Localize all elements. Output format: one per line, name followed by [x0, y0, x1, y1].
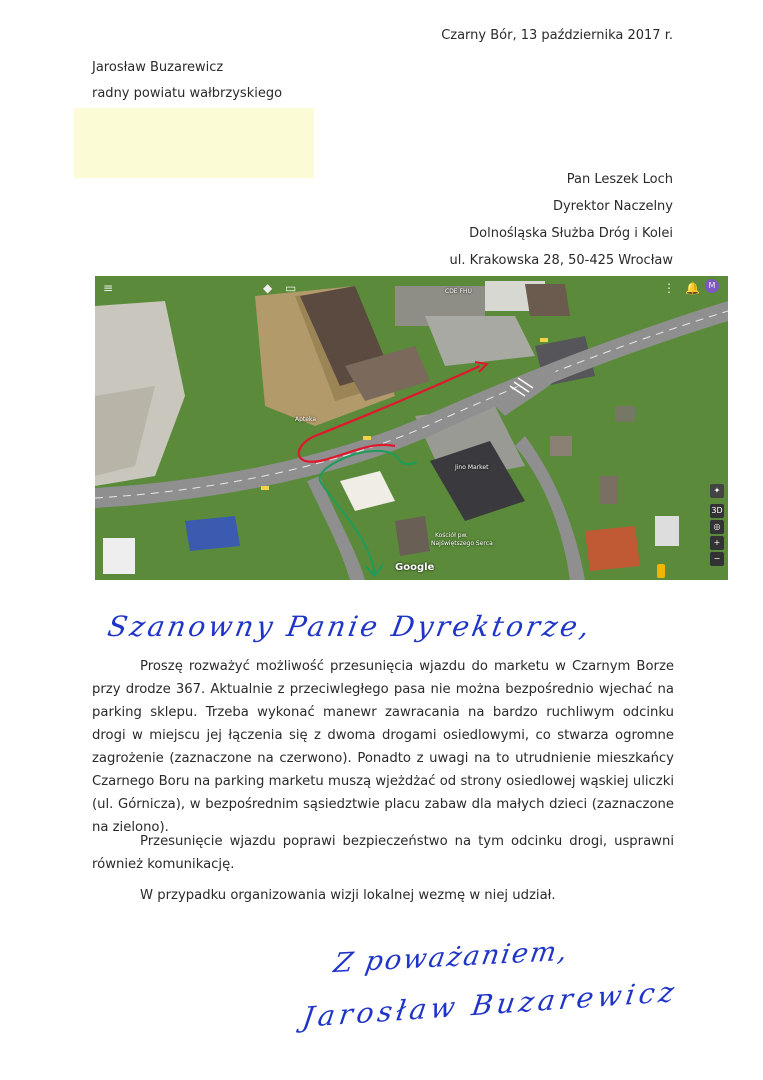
- recipient-title: Dyrektor Naczelny: [552, 199, 673, 214]
- map-label-apteka: Apteka: [295, 416, 317, 423]
- pegman-icon[interactable]: [657, 564, 665, 578]
- menu-icon[interactable]: ≡: [103, 281, 114, 295]
- handwritten-closing: Z poważaniem,: [331, 935, 572, 980]
- map-image: [95, 276, 728, 580]
- recipient-name: Pan Leszek Loch: [566, 172, 673, 187]
- sender-role: radny powiatu wałbrzyskiego: [92, 86, 283, 101]
- recipient-organization: Dolnośląska Służba Dróg i Kolei: [469, 226, 673, 241]
- map-label-market: Jino Market: [455, 464, 489, 471]
- recipient-address: ul. Krakowska 28, 50-425 Wrocław: [449, 253, 673, 268]
- map-label-church: Kościół pw.: [435, 532, 468, 539]
- body-paragraph-1: Proszę rozważyć możliwość przesunięcia wjazdu do marketu w Czarnym Borze przy drodze 367. Aktualnie z przeciwległego pasa nie można bezpośrednio wjechać na parking sklepu. Trzeba wykonać manewr zawracania na bardzo ruchliwym odcinku drogi w miejscu jej łączenia się z dwoma drogami osiedlowymi, co stwarza ogromne zagrożenie (zaznaczone na czerwono). Ponadto z uwagi na to utrudnienie mieszkańcy Czarnego Boru na parking marketu muszą wjeżdżać od strony osiedlowej wąskiej uliczki (ul. Górnicza), w bezpośrednim sąsiedztwie placu zabaw dla małych dzieci (zaznaczone na zielono).: [92, 659, 674, 835]
- body-paragraph-3: W przypadku organizowania wizji lokalnej wezmę w niej udział.: [140, 888, 556, 903]
- map-label-church-2: Najświętszego Serca: [431, 540, 493, 547]
- handwritten-salutation: Szanowny Panie Dyrektorze,: [105, 610, 595, 643]
- compass-icon[interactable]: ✦: [710, 484, 724, 498]
- notifications-icon[interactable]: 🔔: [685, 281, 700, 295]
- apps-icon[interactable]: ⋮: [663, 281, 675, 295]
- map-toolbar: [95, 276, 728, 302]
- tilt-3d-button[interactable]: 3D: [710, 504, 724, 518]
- body-paragraph-2: Przesunięcie wjazdu poprawi bezpieczeństwo na tym odcinku drogi, usprawni również komunikację.: [92, 834, 674, 872]
- map-copyright: Google: [395, 562, 435, 573]
- handwritten-signature: Jarosław Buzarewicz: [300, 975, 681, 1034]
- place-date: Czarny Bór, 13 października 2017 r.: [441, 28, 673, 43]
- map-label-shop: CDE FHU: [445, 288, 472, 295]
- zoom-in-button[interactable]: +: [710, 536, 724, 550]
- account-avatar-icon[interactable]: M: [705, 279, 719, 293]
- directions-icon[interactable]: ◆: [263, 281, 273, 295]
- zoom-out-button[interactable]: −: [710, 552, 724, 566]
- my-location-icon[interactable]: ◎: [710, 520, 724, 534]
- layers-icon[interactable]: ▭: [285, 281, 297, 295]
- redacted-address-block: [74, 108, 314, 178]
- satellite-map[interactable]: [95, 276, 728, 580]
- sender-name: Jarosław Buzarewicz: [92, 60, 224, 75]
